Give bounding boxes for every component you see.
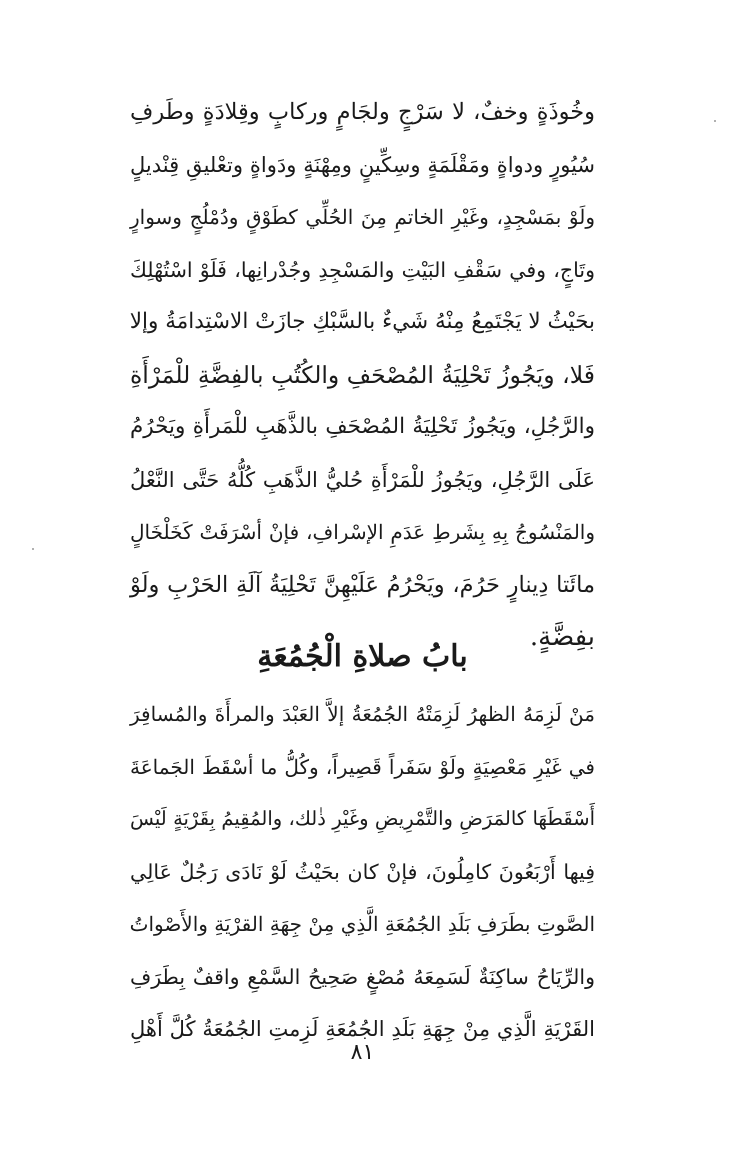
text-line: مَنْ لَزِمَهُ الظهرُ لَزِمَتْهُ الجُمُعَةُ إلاَّ العَبْدَ والمرأَةَ والمُسافِرَ	[130, 702, 595, 726]
text-line: والرِّيَاحُ ساكِنَةٌ لَسَمِعَهُ مُصْغٍ صَحِيحُ السَّمْعِ واقفٌ بِطَرَفِ	[130, 964, 595, 989]
text-line: مائَتا دِينارٍ حَرُمَ، ويَحْرُمُ عَلَيْهِنَّ تَحْلِيَةُ آلَةِ الحَرْبِ ولَوْ	[130, 571, 595, 598]
text-line: سُيُورٍ ودواةٍ ومَقْلَمَةٍ وسِكِّينٍ ومِهْنَةٍ ودَواةٍ وتعْليقِ قِنْديلٍ	[130, 152, 595, 177]
text-line: الصَّوتِ بطَرَفِ بَلَدِ الجُمُعَةِ الَّذِي مِنْ جِهَةِ القرْيَةِ والأَصْواتُ	[129, 912, 595, 936]
text-line: القَرْيَةِ الَّذِي مِنْ جِهَةِ بَلَدِ الجُمُعَةِ لَزِمتِ الجُمُعَةُ كُلَّ أَهْلِ	[130, 1017, 595, 1041]
scan-speck	[714, 120, 716, 122]
text-line: والرَّجُلِ، ويَجُوزُ تَحْلِيَةُ المُصْحَفِ بالذَّهَبِ للْمَرأَةِ ويَحْرُمُ	[130, 414, 595, 439]
paragraph-2	[130, 688, 595, 1056]
text-line: وخُوذَةٍ وخفٌ، لا سَرْجٍ ولجَامٍ وركابٍ وقِلادَةٍ وطَرفِ	[130, 99, 595, 125]
page-number: ٨١	[350, 1040, 375, 1065]
text-line: عَلَى الرَّجُلِ، ويَجُوزُ للْمَرْأَةِ حُليُّ الذَّهَبِ كُلُّهُ حَتَّى النَّعْلُ	[130, 467, 595, 492]
text-line: وتَاجٍ، وفي سَقْفِ البَيْتِ والمَسْجِدِ وجُدْرانِها، فَلَوْ اسْتُهْلِكَ	[130, 257, 595, 282]
text-line: فَلا، ويَجُوزُ تَحْلِيَةُ المُصْحَفِ والكُتُبِ بالفِضَّةِ للْمَرْأَةِ	[130, 360, 595, 389]
text-line: ولَوْ بمَسْجِدٍ، وغَيْرِ الخاتمِ مِنَ الحُلِّي كطَوْقٍ ودُمْلُجٍ وسوارٍ	[130, 205, 595, 229]
text-line: في غَيْرِ مَعْصِيَةٍ ولَوْ سَفَراً قَصِيراً، وكُلُّ ما أسْقَطَ الجَماعَةَ	[130, 754, 595, 779]
text-line: بحَيْثُ لا يَجْتَمِعُ مِنْهُ شَيءٌ بالسَّبْكِ جازَتْ الاسْتِدامَةُ وإلا	[129, 309, 595, 334]
chapter-title: بابُ صلاةِ الْجُمُعَةِ	[257, 639, 468, 674]
paragraph-1	[130, 86, 595, 664]
scan-speck	[32, 548, 34, 550]
text-line: بفِضَّةٍ.	[529, 622, 595, 652]
text-line: أَسْقَطَهَا كالمَرَضِ والتَّمْرِيضِ وغَيْرِ ذٰلك، والمُقِيمُ بِقَرْيَةٍ لَيْسَ	[130, 807, 595, 830]
text-line: والمَنْسُوجُ بِهِ بِشَرطِ عَدَمِ الإسْرافِ، فإنْ أسْرَفَتْ كَخَلْخَالٍ	[130, 520, 595, 544]
text-line: فِيها أَرْبَعُونَ كامِلُونَ، فإنْ كان بحَيْثُ لَوْ نَادَى رَجُلٌ عَالِي	[130, 859, 595, 884]
